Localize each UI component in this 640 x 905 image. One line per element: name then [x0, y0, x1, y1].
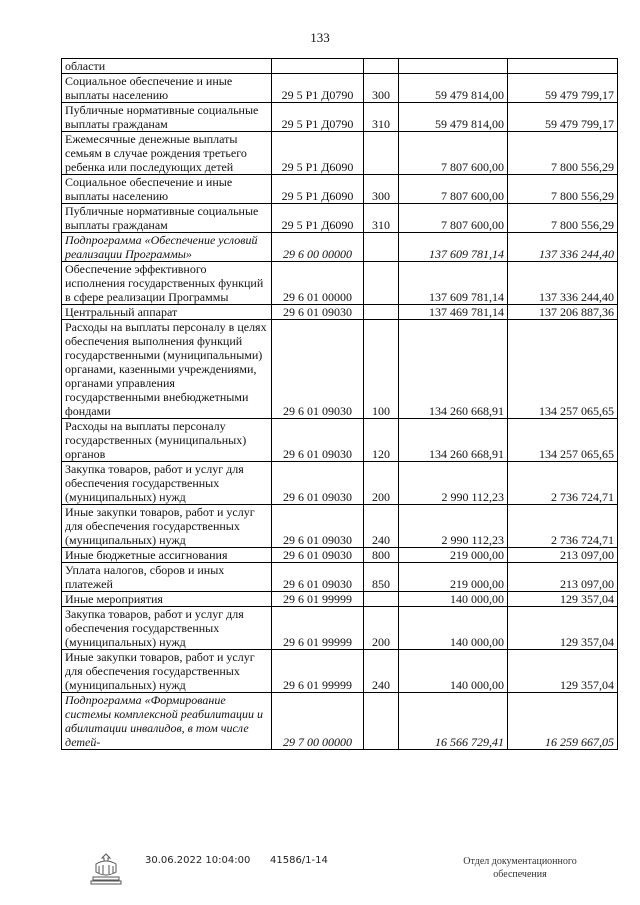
- row-code-cell: 29 5 Р1 Д6090: [272, 132, 364, 175]
- row-planned-sum-cell: 140 000,00: [399, 607, 508, 650]
- row-expense-type-cell: 800: [364, 548, 399, 563]
- row-executed-sum-cell: 137 336 244,40: [508, 233, 618, 262]
- row-code-cell: 29 7 00 00000: [272, 693, 364, 750]
- row-expense-type-cell: [364, 305, 399, 320]
- table-row: [62, 505, 618, 548]
- row-name-cell: Ежемесячные денежные выплаты семьям в случае рождения третьего ребенка или последующих детей: [62, 132, 272, 175]
- footer-department-line1: Отдел документационного: [463, 856, 577, 867]
- row-code-cell: 29 6 01 09030: [272, 419, 364, 462]
- row-expense-type-cell: 100: [364, 320, 399, 419]
- row-planned-sum-cell: 16 566 729,41: [399, 693, 508, 750]
- table-row: [62, 592, 618, 607]
- table-row: [62, 132, 618, 175]
- row-expense-type-cell: [364, 233, 399, 262]
- row-name-cell: Социальное обеспечение и иные выплаты населению: [62, 175, 272, 204]
- row-executed-sum-cell: 7 800 556,29: [508, 132, 618, 175]
- row-executed-sum-cell: 129 357,04: [508, 607, 618, 650]
- row-code-cell: 29 6 01 00000: [272, 262, 364, 305]
- row-name-cell: Публичные нормативные социальные выплаты гражданам: [62, 204, 272, 233]
- row-executed-sum-cell: 213 097,00: [508, 548, 618, 563]
- row-executed-sum-cell: 7 800 556,29: [508, 204, 618, 233]
- row-code-cell: 29 6 01 09030: [272, 305, 364, 320]
- row-planned-sum-cell: 7 807 600,00: [399, 132, 508, 175]
- row-name-cell: Иные бюджетные ассигнования: [62, 548, 272, 563]
- table-row: [62, 204, 618, 233]
- row-name-cell: области: [62, 59, 272, 74]
- row-planned-sum-cell: 134 260 668,91: [399, 320, 508, 419]
- row-executed-sum-cell: 137 206 887,36: [508, 305, 618, 320]
- footer-department-stamp: [430, 855, 610, 881]
- row-planned-sum-cell: 140 000,00: [399, 592, 508, 607]
- row-planned-sum-cell: 2 990 112,23: [399, 505, 508, 548]
- budget-table: [61, 58, 618, 750]
- row-expense-type-cell: 240: [364, 505, 399, 548]
- row-code-cell: 29 6 01 99999: [272, 607, 364, 650]
- table-row: [62, 233, 618, 262]
- row-expense-type-cell: 310: [364, 103, 399, 132]
- table-row: [62, 262, 618, 305]
- row-planned-sum-cell: 59 479 814,00: [399, 103, 508, 132]
- row-planned-sum-cell: 219 000,00: [399, 548, 508, 563]
- row-expense-type-cell: [364, 262, 399, 305]
- row-planned-sum-cell: 7 807 600,00: [399, 175, 508, 204]
- row-planned-sum-cell: 219 000,00: [399, 563, 508, 592]
- row-expense-type-cell: 120: [364, 419, 399, 462]
- table-row: [62, 607, 618, 650]
- row-planned-sum-cell: 134 260 668,91: [399, 419, 508, 462]
- table-row: [62, 103, 618, 132]
- row-code-cell: 29 6 01 09030: [272, 505, 364, 548]
- row-executed-sum-cell: 2 736 724,71: [508, 505, 618, 548]
- row-name-cell: Публичные нормативные социальные выплаты гражданам: [62, 103, 272, 132]
- row-name-cell: Расходы на выплаты персоналу государственных (муниципальных) органов: [62, 419, 272, 462]
- row-code-cell: 29 5 Р1 Д0790: [272, 74, 364, 103]
- row-name-cell: Закупка товаров, работ и услуг для обеспечения государственных (муниципальных) нужд: [62, 607, 272, 650]
- row-executed-sum-cell: 134 257 065,65: [508, 320, 618, 419]
- row-expense-type-cell: 200: [364, 607, 399, 650]
- row-planned-sum-cell: 140 000,00: [399, 650, 508, 693]
- row-code-cell: 29 6 01 09030: [272, 563, 364, 592]
- page-number: 133: [310, 30, 330, 45]
- table-row: [62, 462, 618, 505]
- table-row: [62, 563, 618, 592]
- row-expense-type-cell: 850: [364, 563, 399, 592]
- row-executed-sum-cell: 137 336 244,40: [508, 262, 618, 305]
- footer-department-line2: обеспечения: [493, 869, 547, 880]
- row-expense-type-cell: 300: [364, 175, 399, 204]
- row-name-cell: Иные закупки товаров, работ и услуг для обеспечения государственных (муниципальных) нужд: [62, 505, 272, 548]
- table-row: [62, 175, 618, 204]
- row-executed-sum-cell: 129 357,04: [508, 650, 618, 693]
- row-code-cell: 29 5 Р1 Д6090: [272, 204, 364, 233]
- row-code-cell: 29 6 01 09030: [272, 548, 364, 563]
- row-expense-type-cell: [364, 693, 399, 750]
- table-row: [62, 650, 618, 693]
- row-planned-sum-cell: 59 479 814,00: [399, 74, 508, 103]
- table-row: [62, 693, 618, 750]
- row-code-cell: 29 6 01 99999: [272, 650, 364, 693]
- row-planned-sum-cell: 137 609 781,14: [399, 262, 508, 305]
- footer-doc-number: 41586/1-14: [270, 855, 328, 866]
- row-code-cell: 29 6 01 99999: [272, 592, 364, 607]
- row-executed-sum-cell: 59 479 799,17: [508, 103, 618, 132]
- row-name-cell: Закупка товаров, работ и услуг для обеспечения государственных (муниципальных) нужд: [62, 462, 272, 505]
- row-expense-type-cell: 200: [364, 462, 399, 505]
- footer-datetime: 30.06.2022 10:04:00: [145, 855, 251, 866]
- row-expense-type-cell: [364, 59, 399, 74]
- row-code-cell: 29 6 00 00000: [272, 233, 364, 262]
- row-expense-type-cell: 300: [364, 74, 399, 103]
- table-row: [62, 548, 618, 563]
- row-code-cell: 29 6 01 09030: [272, 320, 364, 419]
- row-name-cell: Подпрограмма «Формирование системы комплексной реабилитации и абилитации инвалидов, в том числе детей-: [62, 693, 272, 750]
- row-name-cell: Иные мероприятия: [62, 592, 272, 607]
- row-planned-sum-cell: 7 807 600,00: [399, 204, 508, 233]
- row-planned-sum-cell: 137 469 781,14: [399, 305, 508, 320]
- row-executed-sum-cell: 134 257 065,65: [508, 419, 618, 462]
- row-code-cell: [272, 59, 364, 74]
- table-row: [62, 419, 618, 462]
- row-expense-type-cell: 240: [364, 650, 399, 693]
- coat-of-arms-icon: [88, 852, 124, 886]
- row-name-cell: Социальное обеспечение и иные выплаты населению: [62, 74, 272, 103]
- table-row: [62, 320, 618, 419]
- row-executed-sum-cell: 7 800 556,29: [508, 175, 618, 204]
- row-executed-sum-cell: 129 357,04: [508, 592, 618, 607]
- row-planned-sum-cell: 2 990 112,23: [399, 462, 508, 505]
- row-name-cell: Обеспечение эффективного исполнения государственных функций в сфере реализации Программы: [62, 262, 272, 305]
- row-name-cell: Иные закупки товаров, работ и услуг для обеспечения государственных (муниципальных) нужд: [62, 650, 272, 693]
- row-executed-sum-cell: [508, 59, 618, 74]
- table-row: [62, 59, 618, 74]
- row-code-cell: 29 5 Р1 Д6090: [272, 175, 364, 204]
- row-executed-sum-cell: 2 736 724,71: [508, 462, 618, 505]
- row-executed-sum-cell: 59 479 799,17: [508, 74, 618, 103]
- table-row: [62, 74, 618, 103]
- row-planned-sum-cell: [399, 59, 508, 74]
- row-expense-type-cell: [364, 132, 399, 175]
- row-planned-sum-cell: 137 609 781,14: [399, 233, 508, 262]
- table-row: [62, 305, 618, 320]
- row-expense-type-cell: 310: [364, 204, 399, 233]
- row-expense-type-cell: [364, 592, 399, 607]
- row-executed-sum-cell: 213 097,00: [508, 563, 618, 592]
- row-code-cell: 29 5 Р1 Д0790: [272, 103, 364, 132]
- row-code-cell: 29 6 01 09030: [272, 462, 364, 505]
- row-name-cell: Подпрограмма «Обеспечение условий реализации Программы»: [62, 233, 272, 262]
- budget-table-body: [62, 59, 618, 750]
- row-name-cell: Центральный аппарат: [62, 305, 272, 320]
- row-name-cell: Расходы на выплаты персоналу в целях обеспечения выполнения функций государственными (муниципальными) органами, казенными учреждениями, органами управления государственными внебюджетными фондами: [62, 320, 272, 419]
- row-executed-sum-cell: 16 259 667,05: [508, 693, 618, 750]
- row-name-cell: Уплата налогов, сборов и иных платежей: [62, 563, 272, 592]
